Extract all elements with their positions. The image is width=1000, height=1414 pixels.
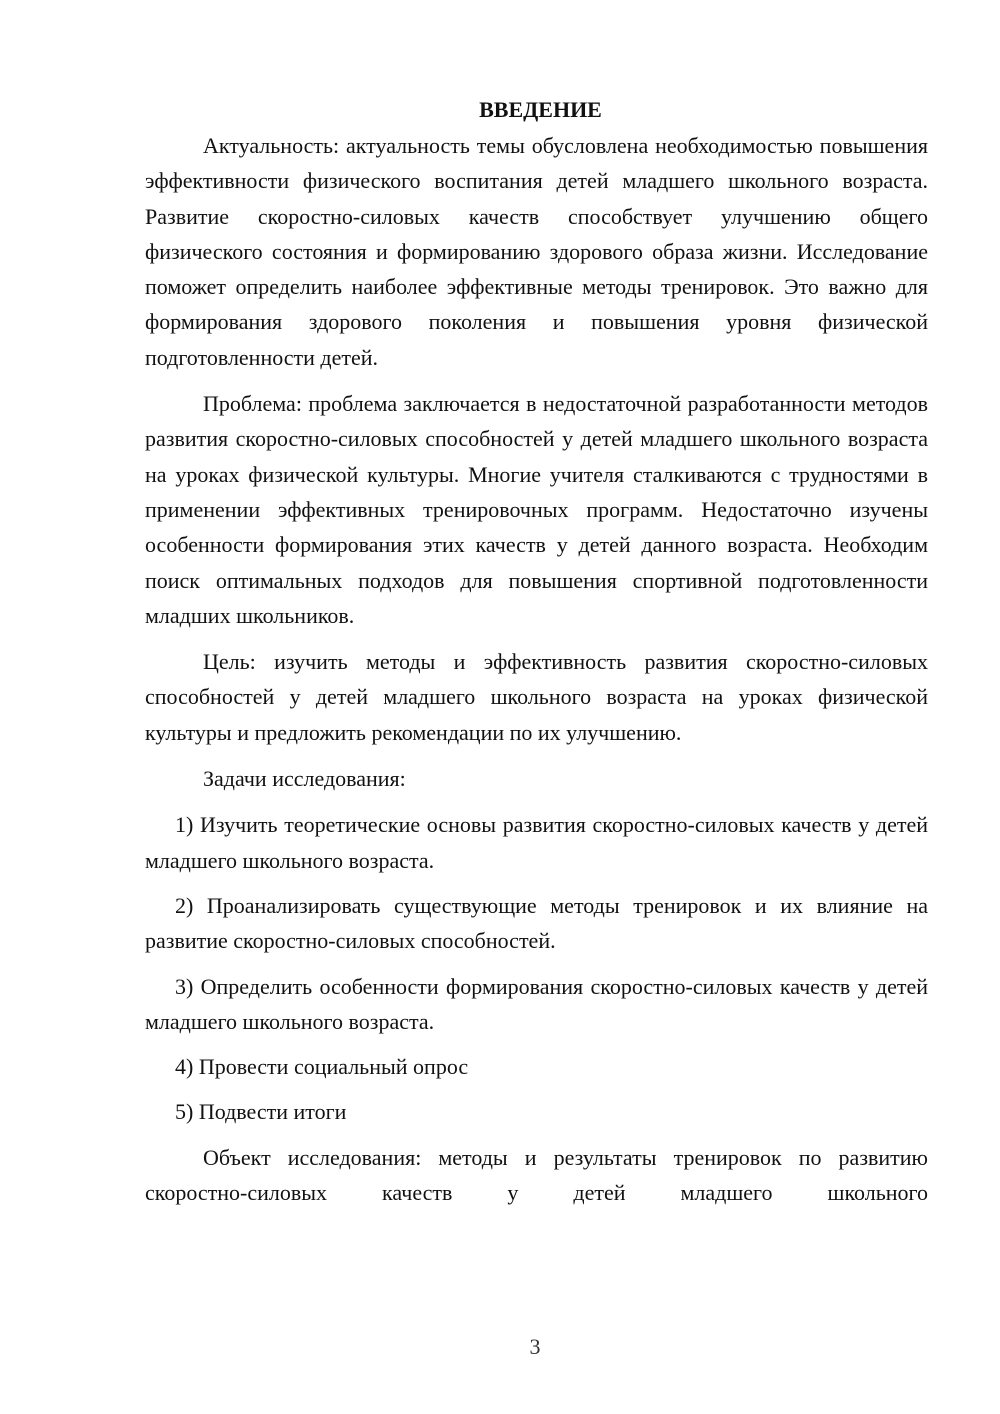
- task-item-2: 2) Проанализировать существующие методы тренировок и их влияние на развитие скоростно-силовых способностей.: [145, 892, 928, 954]
- section-heading: ВВЕДЕНИЕ: [479, 97, 602, 122]
- page-number: 3: [529, 1334, 541, 1359]
- task-item-4: 4) Провести социальный опрос: [175, 1054, 469, 1080]
- paragraph-problem: Проблема: проблема заключается в недостаточной разработанности методов развития скоростно-силовых способностей у детей младшего школьного возраста на уроках физической культуры. Многие учителя сталкиваются с трудностями в применении эффективных тренировочных программ. Недостаточно изучены особенности формирования этих качеств у детей данного возраста. Необходим поиск оптимальных подходов для повышения спортивной подготовленности младших школьников.: [145, 391, 928, 628]
- paragraph-goal: Цель: изучить методы и эффективность развития скоростно-силовых способностей у детей младшего школьного возраста на уроках физической культуры и предложить рекомендации по их улучшению.: [145, 649, 928, 745]
- task-item-5: 5) Подвести итоги: [175, 1099, 347, 1125]
- paragraph-relevance: Актуальность: актуальность темы обусловлена необходимостью повышения эффективности физического воспитания детей младшего школьного возраста. Развитие скоростно-силовых качеств способствует улучшению общего физического состояния и формированию здорового образа жизни. Исследование поможет определить наиболее эффективные методы тренировок. Это важно для формирования здорового поколения и повышения уровня физической подготовленности детей.: [145, 133, 928, 370]
- paragraph-object: Объект исследования: методы и результаты тренировок по развитию скоростно-силовых качеств у детей младшего школьного: [145, 1144, 928, 1206]
- task-item-1: 1) Изучить теоретические основы развития скоростно-силовых качеств у детей младшего школьного возраста.: [145, 812, 928, 873]
- tasks-title: Задачи исследования:: [203, 766, 406, 792]
- document-body: [145, 94, 928, 1221]
- task-item-3: 3) Определить особенности формирования скоростно-силовых качеств у детей младшего школьного возраста.: [145, 973, 928, 1034]
